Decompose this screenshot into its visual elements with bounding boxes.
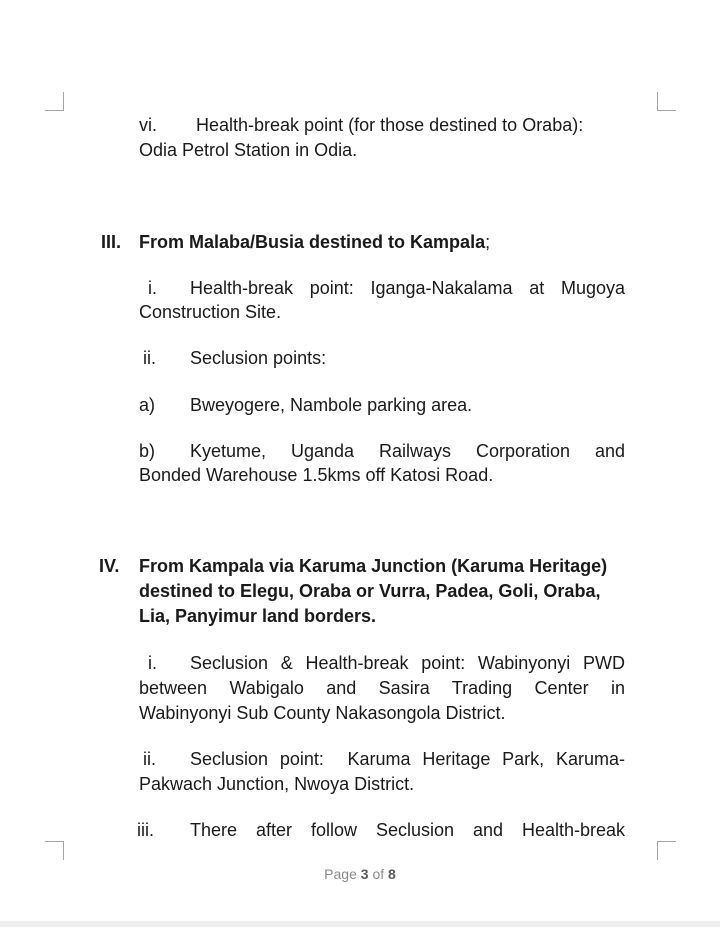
section-III-item-i-line2: Construction Site. (139, 302, 282, 322)
section-III-item-ii-text: Seclusion points: (190, 348, 327, 368)
section-III-heading-text: From Malaba/Busia destined to Kampala (139, 232, 486, 252)
section-III-marker: III. (101, 232, 122, 252)
footer-current-page: 3 (360, 866, 369, 882)
section-IV-item-i-line3: Wabinyonyi Sub County Nakasongola District. (139, 703, 506, 723)
margin-corner-top-left (45, 92, 64, 111)
sub-item-b-line2: Bonded Warehouse 1.5kms off Katosi Road. (139, 465, 494, 485)
section-IV-heading-line2: destined to Elegu, Oraba or Vurra, Padea, Goli, Oraba, (139, 581, 601, 601)
section-IV-item-ii-line2: Pakwach Junction, Nwoya District. (139, 774, 415, 794)
section-III-item-ii-marker: ii. (143, 348, 156, 368)
footer-of-word: of (372, 866, 385, 882)
section-IV-marker: IV. (99, 556, 120, 576)
item-vi-line2: Odia Petrol Station in Odia. (139, 140, 358, 160)
section-IV-item-i-line1: Seclusion & Health-break point: Wabinyonyi PWD (190, 653, 625, 673)
footer-page-word: Page (324, 866, 357, 882)
section-IV-heading-line1: From Kampala via Karuma Junction (Karuma Heritage) (139, 556, 608, 576)
section-IV-item-iii-marker: iii. (137, 820, 154, 840)
viewer-bottom-strip (0, 921, 720, 927)
section-IV-item-ii-line1: Seclusion point: Karuma Heritage Park, Karuma- (190, 749, 625, 769)
section-IV-item-i-line2: between Wabigalo and Sasira Trading Center in (139, 678, 625, 698)
margin-corner-bottom-right (657, 841, 676, 860)
page-footer (0, 866, 720, 882)
section-IV-item-i-marker: i. (148, 653, 157, 673)
margin-corner-top-right (657, 92, 676, 111)
footer-total-pages: 8 (388, 866, 396, 882)
sub-item-a-marker: a) (139, 395, 156, 415)
list-marker-vi: vi. (139, 115, 157, 135)
section-III-heading (139, 230, 490, 254)
sub-item-b-marker: b) (139, 441, 156, 461)
section-III-item-i-marker: i. (148, 278, 157, 298)
section-III-heading-suffix: ; (485, 232, 491, 252)
sub-item-b-line1: Kyetume, Uganda Railways Corporation and (190, 441, 625, 461)
sub-item-a-text: Bweyogere, Nambole parking area. (190, 395, 473, 415)
margin-corner-bottom-left (45, 841, 64, 860)
section-IV-heading-line3: Lia, Panyimur land borders. (139, 606, 377, 626)
section-IV-item-iii-line1: There after follow Seclusion and Health-break (190, 820, 625, 840)
item-vi-line1: Health-break point (for those destined to Oraba): (196, 115, 584, 135)
section-III-item-i-line1: Health-break point: Iganga-Nakalama at Mugoya (190, 278, 625, 298)
section-IV-item-ii-marker: ii. (143, 749, 156, 769)
